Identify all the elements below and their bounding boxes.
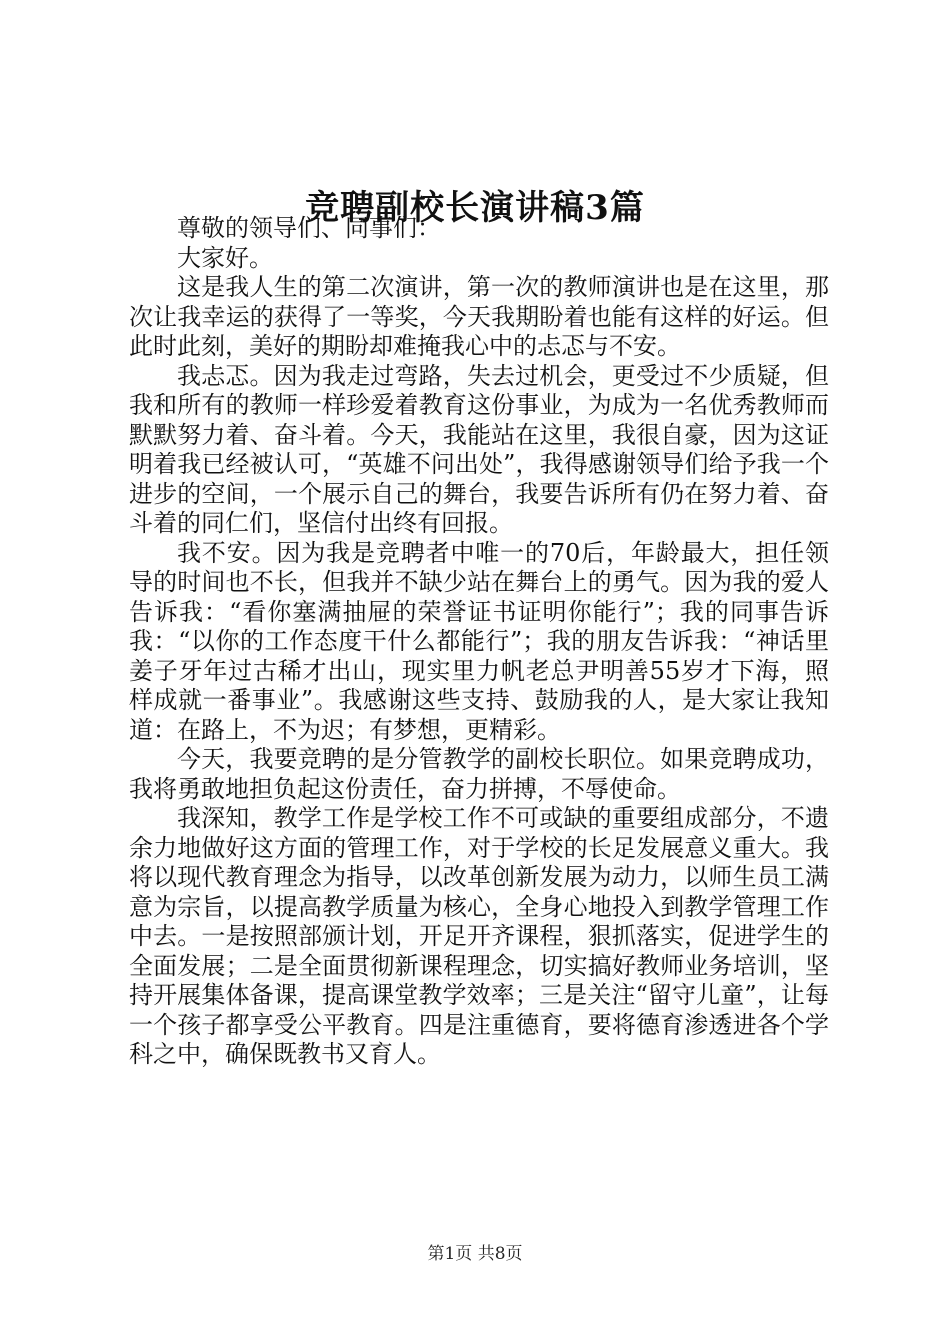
body-paragraph: 今天，我要竞聘的是分管教学的副校长职位。如果竞聘成功，我将勇敢地担负起这份责任，奋力拼搏，不辱使命。 <box>129 745 829 803</box>
document-title: 竞聘副校长演讲稿3篇 <box>305 188 645 228</box>
page-number-footer: 第1页 共8页 <box>427 1244 523 1264</box>
salutation: 尊敬的领导们、同事们： <box>177 214 441 242</box>
greeting: 大家好。 <box>177 243 273 272</box>
body-paragraph: 我深知，教学工作是学校工作不可或缺的重要组成部分，不遗余力地做好这方面的管理工作，对于学校的长足发展意义重大。我将以现代教育理念为指导，以改革创新发展为动力，以师生员工满意为宗旨，以提高教学质量为核心，全身心地投入到教学管理工作中去。一是按照部颁计划，开足开齐课程，狠抓落实，促进学生的全面发展；二是全面贯彻新课程理念，切实搞好教师业务培训，坚持开展集体备课，提高课堂教学效率；三是关注“留守儿童”，让每一个孩子都享受公平教育。四是注重德育，要将德育渗透进各个学科之中，确保既教书又育人。 <box>129 804 829 1068</box>
body-paragraph: 我忐忑。因为我走过弯路，失去过机会，更受过不少质疑，但我和所有的教师一样珍爱着教育这份事业，为成为一名优秀教师而默默努力着、奋斗着。今天，我能站在这里，我很自豪，因为这证明着我已经被认可，“英雄不问出处”，我得感谢领导们给予我一个进步的空间，一个展示自己的舞台，我要告诉所有仍在努力着、奋斗着的同仁们，坚信付出终有回报。 <box>129 361 829 537</box>
body-paragraph: 我不安。因为我是竞聘者中唯一的70后，年龄最大，担任领导的时间也不长，但我并不缺少站在舞台上的勇气。因为我的爱人告诉我：“看你塞满抽屉的荣誉证书证明你能行”；我的同事告诉我：“以你的工作态度干什么都能行”；我的朋友告诉我：“神话里姜子牙年过古稀才出山，现实里力帆老总尹明善55岁才下海，照样成就一番事业”。我感谢这些支持、鼓励我的人，是大家让我知道：在路上，不为迟；有梦想，更精彩。 <box>129 538 829 744</box>
body-paragraph: 这是我人生的第二次演讲，第一次的教师演讲也是在这里，那次让我幸运的获得了一等奖，今天我期盼着也能有这样的好运。但此时此刻，美好的期盼却难掩我心中的忐忑与不安。 <box>129 273 829 360</box>
document-body <box>129 214 829 1070</box>
